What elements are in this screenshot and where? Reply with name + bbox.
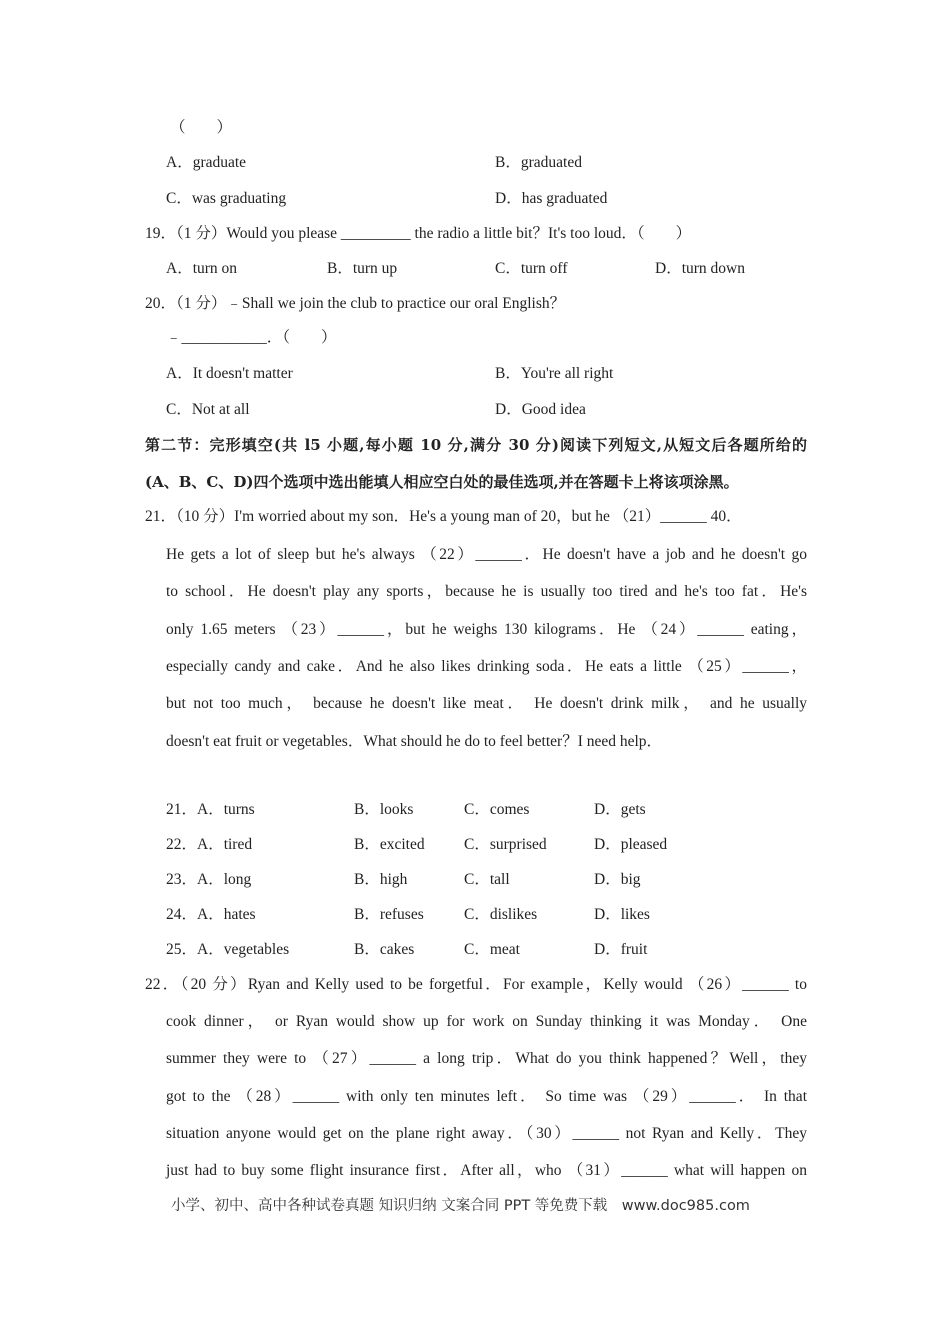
q21-choice: D．pleased (594, 836, 668, 853)
q21-choice: 22．A．tired (166, 836, 253, 853)
q18-option-c: C．was graduating (166, 190, 287, 207)
q21-choice: B．excited (354, 836, 425, 853)
q22-passage-line: situation anyone would get on the plane right away．（30）______ not Ryan and Kelly．They (166, 1125, 807, 1142)
q21-passage-line: to school．He doesn't play any sports，because he is usually too tired and he's too fat．He's (166, 583, 807, 600)
q21-choice: D．fruit (594, 941, 648, 958)
q19-option-a: A．turn on (166, 260, 238, 277)
q22-passage-line: 22．（20 分）Ryan and Kelly used to be forgetful．For example，Kelly would （26）______ to (145, 976, 807, 993)
q20-option-c: C．Not at all (166, 401, 250, 418)
q21-passage-line: especially candy and cake．And he also likes drinking soda．He eats a little （25）______， (166, 658, 807, 675)
q21-passage-line: doesn't eat fruit or vegetables．What should he do to feel better？I need help． (166, 733, 663, 750)
q21-choice: C．tall (464, 871, 510, 888)
q18-option-a: A．graduate (166, 154, 247, 171)
q21-choice: 23．A．long (166, 871, 252, 888)
q18-option-d: D．has graduated (495, 190, 608, 207)
q21-choice: D．likes (594, 906, 650, 923)
q20-stem: 20．（1 分）﹣Shall we join the club to practice our oral English？ (145, 295, 566, 312)
q18-answer-paren: （ ） (170, 119, 233, 136)
q20-option-d: D．Good idea (495, 401, 586, 418)
q21-passage-line: only 1.65 meters （23）______，but he weighs 130 kilograms．He （24）______ eating， (166, 621, 807, 638)
q21-choice: D．big (594, 871, 641, 888)
q21-choice: B．high (354, 871, 408, 888)
q21-passage-line: but not too much， because he doesn't like meat． He doesn't drink milk， and he usually (166, 695, 807, 712)
q21-passage-line: He gets a lot of sleep but he's always （22）______．He doesn't have a job and he doesn't go (166, 546, 807, 563)
q22-passage-line: got to the （28）______ with only ten minutes left． So time was （29）______． In that (166, 1088, 807, 1105)
q21-choice: B．looks (354, 801, 414, 818)
q21-choice: C．dislikes (464, 906, 538, 923)
section2-instructions-line2: (A、B、C、D)四个选项中选出能填人相应空白处的最佳选项,并在答题卡上将该项涂黑。 (145, 473, 739, 491)
page-footer: 小学、初中、高中各种试卷真题 知识归纳 文案合同 PPT 等免费下载 www.doc985.com (171, 1198, 750, 1214)
q21-choice: C．comes (464, 801, 530, 818)
q21-choice: 21．A．turns (166, 801, 255, 818)
q19-stem: 19．（1 分）Would you please _________ the radio a little bit？It's too loud．（ ） (145, 225, 692, 242)
q19-option-d: D．turn down (655, 260, 745, 277)
q19-option-c: C．turn off (495, 260, 568, 277)
q20-option-a: A．It doesn't matter (166, 365, 293, 382)
q20-answer-line: ﹣___________．（ ） (166, 329, 337, 346)
q19-option-b: B．turn up (327, 260, 398, 277)
q21-choice: C．surprised (464, 836, 547, 853)
q22-passage-line: cook dinner， or Ryan would show up for work on Sunday thinking it was Monday． One (166, 1013, 807, 1030)
q21-choice: B．cakes (354, 941, 415, 958)
q20-option-b: B．You're all right (495, 365, 614, 382)
q18-option-b: B．graduated (495, 154, 582, 171)
q22-passage-line: summer they were to （27）______ a long trip．What do you think happened？Well，they (166, 1050, 807, 1067)
q21-choice: 24．A．hates (166, 906, 256, 923)
q21-passage-line: 21．（10 分）I'm worried about my son．He's a young man of 20，but he （21）______ 40． (145, 508, 742, 525)
q21-choice: D．gets (594, 801, 646, 818)
section2-instructions-line1: 第二节：完形填空(共 l5 小题,每小题 10 分,满分 30 分)阅读下列短文,从短文后各题所给的 (145, 436, 807, 454)
q21-choice: C．meat (464, 941, 520, 958)
q21-choice: 25．A．vegetables (166, 941, 290, 958)
q21-choice: B．refuses (354, 906, 424, 923)
q22-passage-line: just had to buy some flight insurance first．After all，who （31）______ what will happen on (166, 1162, 807, 1179)
